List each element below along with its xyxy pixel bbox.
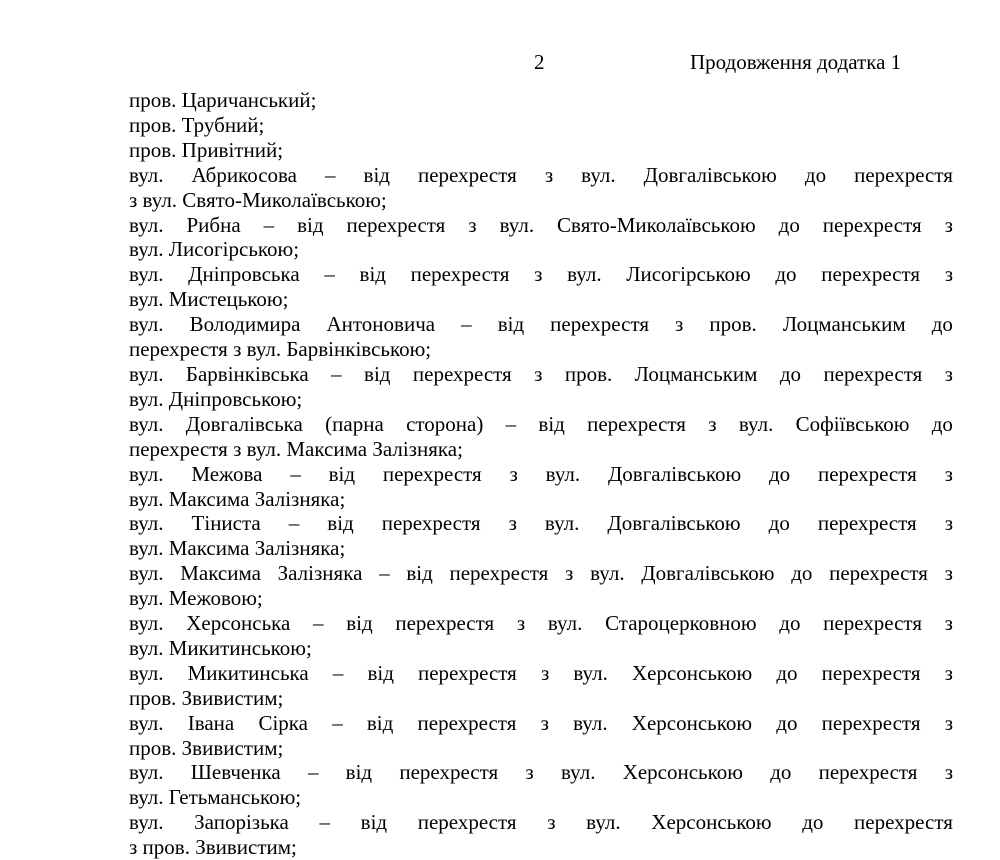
entry-word: перехрестя: [821, 660, 921, 685]
entry-word: вул.: [545, 461, 581, 486]
entry-word: Херсонською: [622, 760, 743, 785]
entry-line: перехрестя з вул. Максима Залізняка;: [129, 436, 463, 461]
entry-line: [129, 213, 953, 238]
entry-word: перехрестя: [854, 810, 953, 835]
entry-word: від: [345, 760, 373, 785]
entry-line: [129, 163, 953, 188]
entry-line: вул. Гетьманською;: [129, 785, 302, 810]
entry-line: [129, 262, 953, 287]
entry-word: Староцерковною: [605, 611, 757, 636]
entry-word: від: [360, 810, 388, 835]
entry-word: з: [508, 511, 517, 536]
entry-word: перехрестя: [395, 611, 495, 636]
entry-line: вул. Лисогірською;: [129, 237, 300, 262]
entry-word: перехрестя: [382, 461, 482, 486]
entry-line: пров. Царичанський;: [129, 88, 317, 112]
entry-word: від: [497, 312, 525, 337]
entry-word: вул.: [129, 660, 164, 685]
entry-line: перехрестя з вул. Барвінківською;: [129, 337, 432, 362]
entry-word: перехрестя: [412, 361, 512, 386]
entry-word: до: [768, 511, 790, 536]
street-entry: [129, 362, 953, 412]
entry-word: вул.: [129, 511, 164, 536]
entry-word: з: [944, 262, 953, 287]
entry-word: перехрестя: [417, 162, 517, 187]
entry-word: від: [364, 361, 391, 386]
entry-word: Херсонською: [631, 660, 753, 685]
entry-word: перехрестя: [346, 212, 446, 237]
entry-word: –: [379, 561, 390, 586]
entry-word: перехрестя: [449, 561, 549, 586]
entry-word: –: [288, 511, 300, 536]
entry-word: –: [332, 660, 344, 685]
entry-word: вул.: [129, 312, 164, 337]
entry-word: вул.: [573, 660, 608, 685]
entry-word: Микитинська: [187, 660, 309, 685]
entry-word: від: [538, 411, 565, 436]
entry-word: вул.: [129, 710, 164, 735]
entry-line: [129, 511, 953, 536]
street-entry: [129, 113, 953, 138]
entry-line: з вул. Свято-Миколаївською;: [129, 187, 387, 212]
entry-word: перехрестя: [818, 760, 918, 785]
entry-line: [129, 711, 953, 736]
entry-word: Антоновича: [326, 312, 436, 337]
entry-word: вул.: [581, 162, 616, 187]
entry-word: з: [534, 361, 543, 386]
entry-word: Тіниста: [191, 511, 261, 536]
entry-word: Дніпровська: [188, 262, 300, 287]
entry-word: до: [779, 611, 801, 636]
entry-word: Довгалівською: [643, 162, 777, 187]
entry-word: до: [778, 212, 800, 237]
entry-word: Володимира: [189, 312, 301, 337]
entry-word: з: [547, 810, 556, 835]
entry-word: вул.: [738, 411, 774, 436]
entry-word: перехрестя: [417, 710, 517, 735]
entry-word: з: [468, 212, 477, 237]
entry-line: пров. Трубний;: [129, 112, 265, 137]
entry-line: [129, 611, 953, 636]
entry-word: вул.: [567, 262, 602, 287]
entry-line: [129, 661, 953, 686]
street-entry: [129, 760, 953, 810]
entry-word: з: [944, 760, 953, 785]
street-entry: [129, 661, 953, 711]
entry-word: вул.: [129, 760, 164, 785]
entry-word: від: [366, 710, 394, 735]
entry-word: пров.: [564, 361, 613, 386]
entry-word: до: [802, 810, 824, 835]
entry-word: з: [944, 561, 953, 586]
street-entry: [129, 213, 953, 263]
entry-word: перехрестя: [417, 810, 517, 835]
entry-word: вул.: [129, 411, 164, 436]
entry-word: перехрестя: [587, 411, 686, 436]
entry-word: сторона): [406, 411, 484, 436]
entry-word: –: [290, 461, 301, 486]
entry-word: від: [297, 212, 324, 237]
entry-line: [129, 760, 953, 785]
entry-word: Херсонською: [631, 710, 753, 735]
entry-word: з: [944, 361, 953, 386]
entry-word: до: [779, 361, 802, 386]
entry-word: –: [319, 810, 331, 835]
entry-word: з: [944, 212, 953, 237]
entry-word: від: [328, 461, 356, 486]
entry-word: вул.: [499, 212, 535, 237]
entry-line: [129, 810, 953, 835]
entry-word: з: [944, 611, 953, 636]
street-entry: [129, 312, 953, 362]
entry-word: –: [325, 162, 336, 187]
entry-word: вул.: [586, 810, 621, 835]
street-entry: [129, 412, 953, 462]
entry-line: [129, 362, 953, 387]
page-number: 2: [534, 50, 545, 74]
entry-word: перехрестя: [410, 262, 510, 287]
entry-word: –: [331, 361, 342, 386]
entry-word: Довгалівською: [641, 561, 775, 586]
entry-word: Довгалівською: [607, 511, 741, 536]
entry-line: вул. Максима Залізняка;: [129, 486, 346, 511]
entry-word: з: [675, 312, 684, 337]
entry-word: до: [931, 312, 953, 337]
entry-word: Свято-Миколаївською: [557, 212, 756, 237]
entry-word: з: [540, 710, 549, 735]
entry-word: з: [565, 561, 574, 586]
entry-word: (парна: [325, 411, 384, 436]
entry-word: перехрестя: [822, 212, 922, 237]
entry-word: з: [944, 660, 953, 685]
entry-word: Івана: [187, 710, 235, 735]
entry-word: з: [534, 262, 543, 287]
entry-word: від: [327, 511, 354, 536]
street-entry: [129, 163, 953, 213]
entry-word: від: [346, 611, 373, 636]
entry-word: перехрестя: [821, 710, 921, 735]
entry-word: вул.: [129, 561, 164, 586]
street-entry: [129, 138, 953, 163]
entry-word: від: [359, 262, 386, 287]
entry-word: від: [363, 162, 390, 187]
entry-line: [129, 462, 953, 487]
entry-line: вул. Межовою;: [129, 586, 263, 611]
entry-word: Максима: [180, 561, 261, 586]
entry-word: перехрестя: [550, 312, 649, 337]
entry-word: з: [525, 760, 534, 785]
entry-word: вул.: [129, 361, 164, 386]
entry-word: з: [944, 461, 953, 486]
entry-line: пров. Привітний;: [129, 137, 284, 162]
entry-word: вул.: [560, 760, 596, 785]
entry-word: Межова: [191, 461, 263, 486]
entry-word: Рибна: [186, 212, 241, 237]
entry-word: Софіївською: [795, 411, 910, 436]
entry-word: Барвінківська: [185, 361, 309, 386]
entry-word: вул.: [129, 262, 164, 287]
entry-line: пров. Звивистим;: [129, 685, 284, 710]
entry-line: вул. Максима Залізняка;: [129, 536, 346, 561]
entry-word: вул.: [129, 611, 164, 636]
entry-word: до: [776, 660, 798, 685]
entry-word: Лисогірською: [626, 262, 751, 287]
entry-word: перехрестя: [823, 611, 922, 636]
entry-word: –: [461, 312, 472, 337]
entry-word: Херсонська: [186, 611, 291, 636]
entry-word: Залізняка: [277, 561, 363, 586]
entry-word: Шевченка: [190, 760, 281, 785]
entry-word: з: [944, 511, 953, 536]
street-entry: [129, 561, 953, 611]
street-entry: [129, 711, 953, 761]
street-entry: [129, 611, 953, 661]
entry-word: з: [540, 660, 550, 685]
entry-word: вул.: [129, 461, 164, 486]
street-entry: [129, 511, 953, 561]
entry-word: перехрестя: [399, 760, 499, 785]
entry-word: перехрестя: [829, 561, 928, 586]
entry-word: перехрестя: [418, 660, 517, 685]
entry-word: з: [708, 411, 717, 436]
appendix-continuation-note: Продовження додатка 1: [690, 50, 902, 74]
street-entry: [129, 810, 953, 860]
entry-word: вул.: [544, 511, 580, 536]
street-entry: [129, 462, 953, 512]
entry-word: до: [776, 710, 798, 735]
entry-word: Лоцманським: [634, 361, 758, 386]
entry-word: –: [307, 760, 319, 785]
entry-word: до: [775, 262, 797, 287]
entry-line: вул. Мистецькою;: [129, 287, 289, 312]
street-entry: [129, 88, 953, 113]
entry-word: перехрестя: [381, 511, 481, 536]
entry-word: Херсонською: [651, 810, 772, 835]
entry-line: пров. Звивистим;: [129, 735, 284, 760]
entry-word: перехрестя: [817, 461, 917, 486]
entry-word: вул.: [129, 162, 164, 187]
entry-word: перехрестя: [823, 361, 923, 386]
entry-line: [129, 561, 953, 586]
entry-word: –: [505, 411, 517, 436]
entry-word: перехрестя: [854, 162, 953, 187]
entry-line: вул. Микитинською;: [129, 635, 312, 660]
entry-word: до: [791, 561, 813, 586]
entry-word: до: [804, 162, 827, 187]
entry-word: –: [324, 262, 335, 287]
entry-word: вул.: [129, 810, 164, 835]
entry-word: Сірка: [258, 710, 308, 735]
entry-word: до: [770, 760, 792, 785]
entry-word: пров.: [709, 312, 757, 337]
entry-line: [129, 312, 953, 337]
entry-word: вул.: [590, 561, 625, 586]
entry-line: з пров. Звивистим;: [129, 835, 297, 860]
entry-word: вул.: [547, 611, 583, 636]
entry-word: з: [544, 162, 554, 187]
entry-word: з: [944, 710, 953, 735]
entry-word: до: [768, 461, 791, 486]
entry-line: [129, 412, 953, 437]
entry-word: Запорізька: [194, 810, 289, 835]
entry-word: Лоцманським: [782, 312, 906, 337]
entry-word: до: [931, 411, 953, 436]
entry-word: –: [263, 212, 275, 237]
entry-word: –: [332, 710, 343, 735]
entry-word: вул.: [129, 212, 164, 237]
entry-word: перехрестя: [817, 511, 917, 536]
entry-line: вул. Дніпровською;: [129, 386, 303, 411]
entry-word: перехрестя: [821, 262, 921, 287]
entry-word: Абрикосова: [191, 162, 297, 187]
entry-word: Довгалівська: [185, 411, 303, 436]
entry-word: від: [406, 561, 433, 586]
entry-word: вул.: [573, 710, 608, 735]
entry-word: –: [313, 611, 324, 636]
street-entry: [129, 262, 953, 312]
entry-word: з: [516, 611, 526, 636]
street-list: [129, 88, 953, 860]
entry-word: Довгалівською: [607, 461, 742, 486]
entry-word: з: [509, 461, 518, 486]
entry-word: від: [367, 660, 394, 685]
